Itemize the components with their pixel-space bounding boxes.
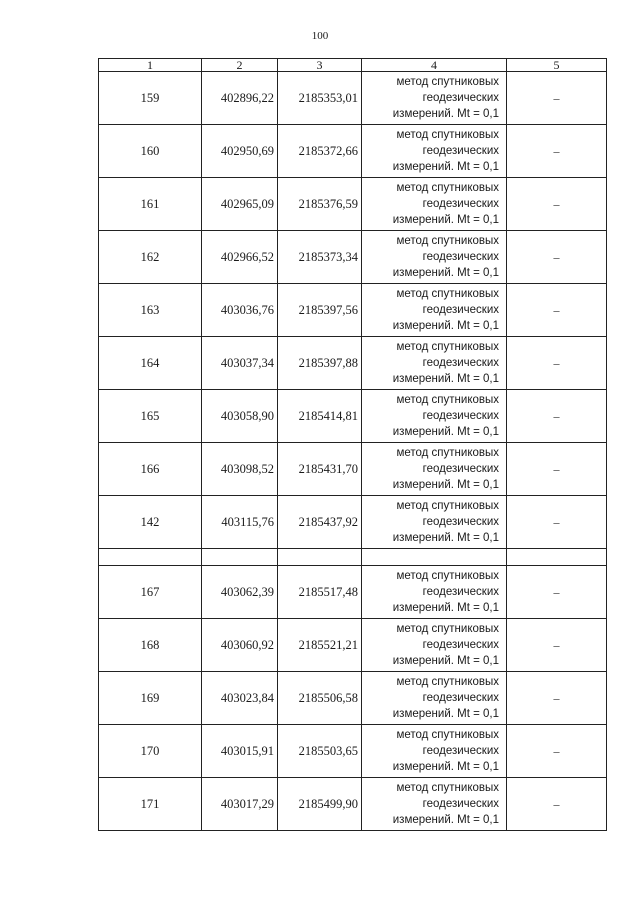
method-cell [362,284,507,337]
method-cell [362,619,507,672]
y-coordinate-cell: 2185521,21 [278,619,362,672]
method-line: метод спутниковых [396,394,499,406]
method-line: геодезических [422,198,499,210]
y-coordinate-cell: 2185414,81 [278,390,362,443]
method-cell [362,178,507,231]
x-coordinate-cell: 403015,91 [202,725,278,778]
method-line: метод спутниковых [396,782,499,794]
header-col-3: 3 [278,59,362,72]
method-line: метод спутниковых [396,76,499,88]
x-coordinate-cell: 403060,92 [202,619,278,672]
error-mark-cell: – [507,619,607,672]
y-coordinate-cell: 2185397,88 [278,337,362,390]
error-mark-cell: – [507,72,607,125]
table-row [99,619,607,672]
table-row [99,390,607,443]
method-line: метод спутниковых [396,500,499,512]
y-coordinate-cell: 2185353,01 [278,72,362,125]
method-line: метод спутниковых [396,623,499,635]
point-number-cell: 159 [99,72,202,125]
table-row [99,125,607,178]
table-row [99,337,607,390]
method-line: измерений. Mt = 0,1 [392,532,499,544]
separator-cell [362,549,507,566]
point-number-cell: 165 [99,390,202,443]
header-col-2: 2 [202,59,278,72]
x-coordinate-cell: 403115,76 [202,496,278,549]
table-row [99,672,607,725]
point-number-cell: 170 [99,725,202,778]
method-line: метод спутниковых [396,288,499,300]
method-line: измерений. Mt = 0,1 [392,602,499,614]
method-line: геодезических [422,304,499,316]
x-coordinate-cell: 403058,90 [202,390,278,443]
method-line: измерений. Mt = 0,1 [392,267,499,279]
error-mark-cell: – [507,778,607,831]
method-cell [362,337,507,390]
method-line: геодезических [422,145,499,157]
error-mark-cell: – [507,725,607,778]
table-row [99,231,607,284]
method-line: измерений. Mt = 0,1 [392,108,499,120]
method-line: геодезических [422,745,499,757]
method-line: геодезических [422,586,499,598]
method-line: геодезических [422,639,499,651]
y-coordinate-cell: 2185397,56 [278,284,362,337]
y-coordinate-cell: 2185372,66 [278,125,362,178]
method-cell [362,778,507,831]
error-mark-cell: – [507,178,607,231]
method-cell [362,443,507,496]
method-line: измерений. Mt = 0,1 [392,426,499,438]
point-number-cell: 164 [99,337,202,390]
x-coordinate-cell: 403036,76 [202,284,278,337]
error-mark-cell: – [507,231,607,284]
method-line: метод спутниковых [396,676,499,688]
method-line: геодезических [422,692,499,704]
table-row [99,178,607,231]
error-mark-cell: – [507,566,607,619]
point-number-cell: 167 [99,566,202,619]
method-line: измерений. Mt = 0,1 [392,761,499,773]
method-line: метод спутниковых [396,447,499,459]
method-line: метод спутниковых [396,235,499,247]
error-mark-cell: – [507,337,607,390]
method-line: измерений. Mt = 0,1 [392,479,499,491]
method-line: геодезических [422,516,499,528]
method-cell [362,125,507,178]
method-line: геодезических [422,92,499,104]
header-row [99,59,607,72]
x-coordinate-cell: 402896,22 [202,72,278,125]
method-line: измерений. Mt = 0,1 [392,373,499,385]
method-line: метод спутниковых [396,182,499,194]
method-line: геодезических [422,463,499,475]
method-cell [362,566,507,619]
method-line: измерений. Mt = 0,1 [392,161,499,173]
y-coordinate-cell: 2185373,34 [278,231,362,284]
point-number-cell: 168 [99,619,202,672]
y-coordinate-cell: 2185431,70 [278,443,362,496]
separator-cell [507,549,607,566]
header-col-5: 5 [507,59,607,72]
error-mark-cell: – [507,284,607,337]
y-coordinate-cell: 2185503,65 [278,725,362,778]
method-cell [362,496,507,549]
error-mark-cell: – [507,672,607,725]
table-row [99,284,607,337]
method-line: геодезических [422,357,499,369]
y-coordinate-cell: 2185376,59 [278,178,362,231]
method-line: метод спутниковых [396,570,499,582]
method-line: измерений. Mt = 0,1 [392,655,499,667]
point-number-cell: 169 [99,672,202,725]
coordinates-table [98,58,607,831]
x-coordinate-cell: 403017,29 [202,778,278,831]
error-mark-cell: – [507,496,607,549]
x-coordinate-cell: 402950,69 [202,125,278,178]
y-coordinate-cell: 2185517,48 [278,566,362,619]
header-col-4: 4 [362,59,507,72]
x-coordinate-cell: 402966,52 [202,231,278,284]
method-line: геодезических [422,410,499,422]
table-row [99,496,607,549]
point-number-cell: 162 [99,231,202,284]
point-number-cell: 166 [99,443,202,496]
header-col-1: 1 [99,59,202,72]
method-line: измерений. Mt = 0,1 [392,320,499,332]
point-number-cell: 142 [99,496,202,549]
table-row [99,778,607,831]
method-line: измерений. Mt = 0,1 [392,214,499,226]
error-mark-cell: – [507,125,607,178]
method-line: измерений. Mt = 0,1 [392,708,499,720]
separator-cell [202,549,278,566]
y-coordinate-cell: 2185506,58 [278,672,362,725]
y-coordinate-cell: 2185437,92 [278,496,362,549]
method-cell [362,231,507,284]
separator-cell [99,549,202,566]
x-coordinate-cell: 403098,52 [202,443,278,496]
error-mark-cell: – [507,443,607,496]
method-line: метод спутниковых [396,729,499,741]
method-line: измерений. Mt = 0,1 [392,814,499,826]
separator-cell [278,549,362,566]
method-line: метод спутниковых [396,129,499,141]
method-line: геодезических [422,798,499,810]
error-mark-cell: – [507,390,607,443]
x-coordinate-cell: 403062,39 [202,566,278,619]
table-row [99,725,607,778]
method-cell [362,72,507,125]
page-number: 100 [311,30,329,42]
x-coordinate-cell: 402965,09 [202,178,278,231]
method-cell [362,672,507,725]
point-number-cell: 160 [99,125,202,178]
x-coordinate-cell: 403023,84 [202,672,278,725]
method-cell [362,390,507,443]
table-row [99,72,607,125]
point-number-cell: 163 [99,284,202,337]
method-cell [362,725,507,778]
method-line: метод спутниковых [396,341,499,353]
point-number-cell: 161 [99,178,202,231]
y-coordinate-cell: 2185499,90 [278,778,362,831]
table-row [99,566,607,619]
point-number-cell: 171 [99,778,202,831]
method-line: геодезических [422,251,499,263]
table-row [99,443,607,496]
group-separator-row [99,549,607,566]
x-coordinate-cell: 403037,34 [202,337,278,390]
